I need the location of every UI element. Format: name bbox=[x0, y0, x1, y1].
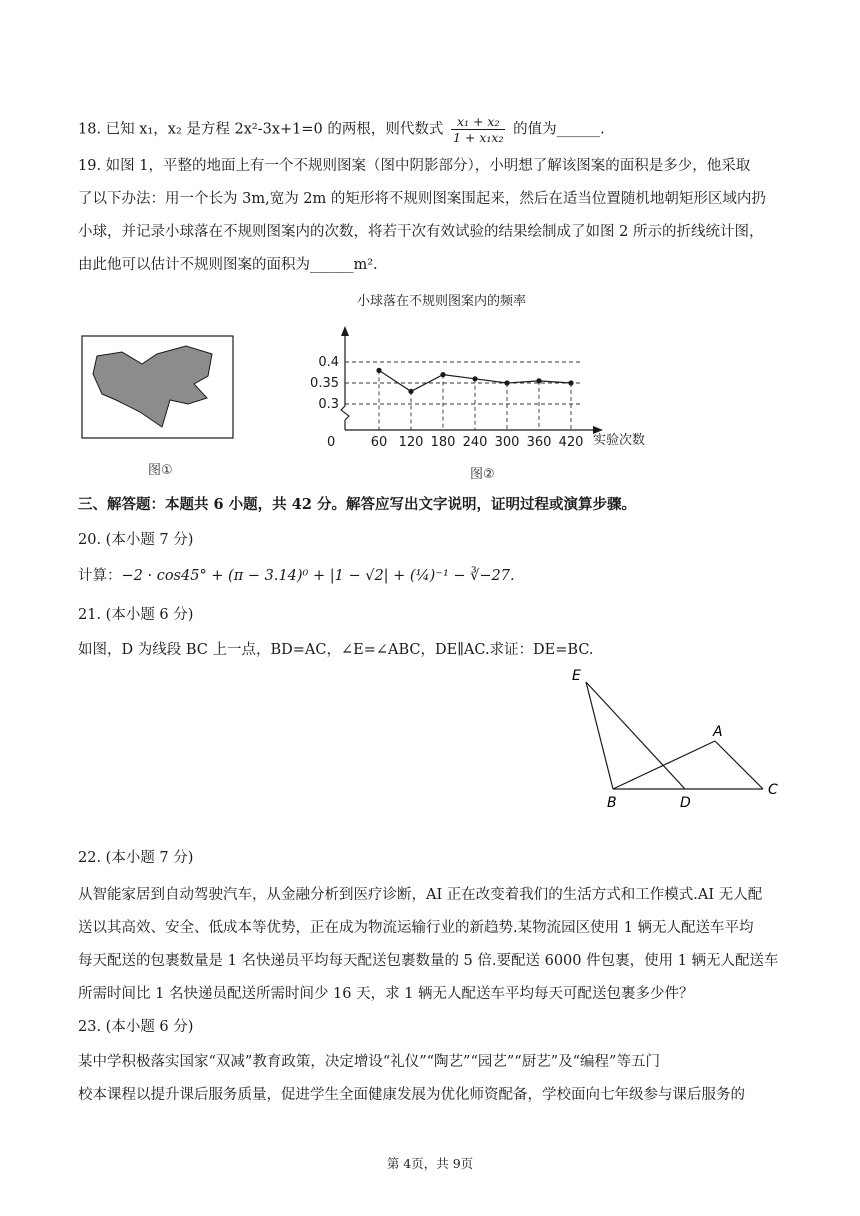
data-point-240 bbox=[472, 376, 477, 381]
question-20 bbox=[78, 566, 782, 586]
figure-q21-triangles bbox=[560, 664, 790, 816]
q23-heading: 23. (本小题 6 分) bbox=[78, 1019, 194, 1035]
point-label-B: B bbox=[607, 795, 617, 811]
segment-AC bbox=[715, 741, 763, 789]
figure-1 bbox=[80, 334, 240, 484]
figure-2-caption: 图② bbox=[470, 467, 495, 482]
q22-line-3: 每天配送的包裹数量是 1 名快递员平均每天配送包裹数量的 5 倍.要配送 6000 件包裹，使用 1 辆无人配送车 bbox=[78, 953, 779, 969]
y-tick-label: 0.4 bbox=[318, 355, 339, 370]
x-tick-label: 360 bbox=[526, 435, 552, 450]
irregular-shaded-shape bbox=[93, 346, 212, 427]
figure-2-line-chart bbox=[310, 290, 675, 484]
x-tick-label: 60 bbox=[370, 435, 388, 450]
q22-line-4: 所需时间比 1 名快递员配送所需时间少 16 天，求 1 辆无人配送车平均每天可配送包裹多少件？ bbox=[78, 986, 694, 1002]
point-label-E: E bbox=[572, 668, 581, 684]
point-label-A: A bbox=[713, 724, 723, 740]
x-tick-label: 300 bbox=[494, 435, 520, 450]
q23-line-1: 某中学积极落实国家“双减”教育政策，决定增设“礼仪”“陶艺”“园艺”“厨艺”及“编程”等五门 bbox=[78, 1054, 660, 1070]
q18-fraction-denominator: 1 + x₁x₂ bbox=[452, 130, 504, 145]
y-tick-label: 0.35 bbox=[310, 376, 339, 391]
q22-line-1: 从智能家居到自动驾驶汽车，从金融分析到医疗诊断，AI 正在改变着我们的生活方式和工作模式.AI 无人配 bbox=[78, 887, 763, 903]
x-tick-label: 120 bbox=[398, 435, 424, 450]
q18-fraction-numerator: x₁ + x₂ bbox=[451, 114, 506, 130]
segment-ED bbox=[586, 682, 685, 789]
x-tick-label: 240 bbox=[462, 435, 488, 450]
q22-heading: 22. (本小题 7 分) bbox=[78, 850, 194, 866]
section-3-heading: 三、解答题：本题共 6 小题，共 42 分。解答应写出文字说明，证明过程或演算步骤。 bbox=[78, 496, 636, 513]
page-number: 第 4页，共 9页 bbox=[386, 1156, 474, 1171]
q19-line-1: 19. 如图 1，平整的地面上有一个不规则图案（图中阴影部分），小明想了解该图案的面积是多少，他采取 bbox=[78, 158, 751, 174]
q19-line-3: 小球，并记录小球落在不规则图案内的次数，将若干次有效试验的结果绘制成了如图 2 所示的折线统计图， bbox=[78, 224, 764, 240]
q19-line-4: 由此他可以估计不规则图案的面积为______m². bbox=[78, 257, 378, 273]
chart-title: 小球落在不规则图案内的频率 bbox=[357, 294, 527, 309]
data-point-360 bbox=[536, 378, 541, 383]
chart-x-ticks bbox=[371, 435, 584, 450]
q20-prefix: 计算： bbox=[78, 568, 122, 584]
q20-heading: 20. (本小题 7 分) bbox=[78, 532, 194, 548]
data-point-120 bbox=[408, 389, 413, 394]
question-18 bbox=[78, 114, 782, 145]
y-tick-label: 0.3 bbox=[318, 397, 339, 412]
point-label-D: D bbox=[680, 795, 691, 811]
data-point-180 bbox=[440, 372, 445, 377]
q18-prefix: 18. 已知 x₁，x₂ 是方程 2x²-3x+1=0 的两根，则代数式 bbox=[78, 121, 444, 138]
q21-heading: 21. (本小题 6 分) bbox=[78, 607, 194, 623]
q22-line-2: 送以其高效、安全、低成本等优势，正在成为物流运输行业的新趋势.某物流园区使用 1 辆无人配送车平均 bbox=[78, 920, 754, 936]
segment-BA bbox=[613, 741, 715, 789]
x-tick-label: 420 bbox=[558, 435, 584, 450]
chart-y-ticks bbox=[310, 355, 339, 412]
x-tick-label: 180 bbox=[430, 435, 456, 450]
q19-line-2: 了以下办法：用一个长为 3m,宽为 2m 的矩形将不规则图案围起来，然后在适当位置随机地朝矩形区域内扔 bbox=[78, 191, 766, 207]
chart-series bbox=[376, 368, 573, 394]
y-axis-break bbox=[341, 406, 349, 420]
point-label-C: C bbox=[768, 782, 778, 798]
q23-line-2: 校本课程以提升课后服务质量，促进学生全面健康发展为优化师资配备，学校面向七年级参与课后服务的 bbox=[78, 1087, 745, 1103]
q21-text: 如图，D 为线段 BC 上一点，BD=AC，∠E=∠ABC，DE∥AC.求证：DE=BC. bbox=[78, 642, 594, 658]
q20-expression: −2 · cos45° + (π − 3.14)⁰ + |1 − √2| + (¼)⁻¹ − ∛−27. bbox=[121, 568, 515, 584]
x-axis-label: 实验次数 bbox=[593, 433, 646, 448]
figure-1-caption: 图① bbox=[148, 463, 173, 478]
origin-label: 0 bbox=[327, 435, 336, 450]
q18-fraction bbox=[451, 114, 506, 145]
q18-suffix: 的值为______. bbox=[513, 121, 605, 138]
data-point-300 bbox=[504, 380, 509, 385]
y-axis-arrow bbox=[341, 326, 349, 336]
segment-EB bbox=[586, 682, 613, 789]
data-point-420 bbox=[568, 380, 573, 385]
data-point-60 bbox=[376, 368, 381, 373]
